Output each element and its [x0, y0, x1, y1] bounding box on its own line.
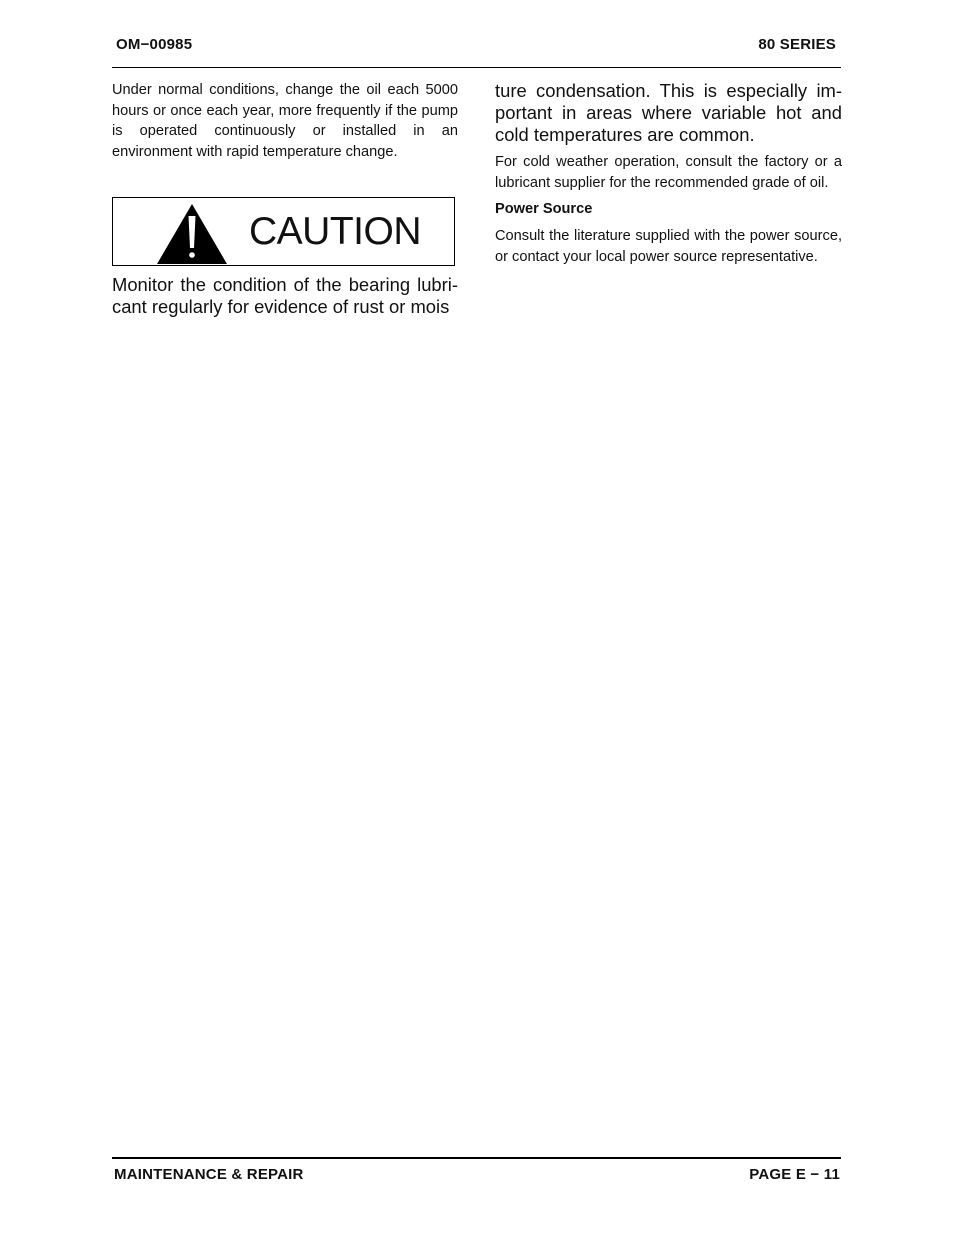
footer-section: MAINTENANCE & REPAIR [114, 1166, 304, 1183]
header-rule [112, 67, 841, 68]
power-source-heading: Power Source [495, 201, 593, 218]
cold-weather-paragraph: For cold weather operation, consult the factory or a lubricant supplier for the recommended grade of oil. [495, 154, 842, 191]
footer-page-number: PAGE E − 11 [749, 1166, 840, 1183]
power-source-paragraph: Consult the literature supplied with the power source, or contact your local power source representative. [495, 228, 842, 265]
left-column [112, 80, 458, 318]
header-series: 80 SERIES [758, 36, 836, 53]
caution-box [112, 197, 455, 266]
bearing-lubricant-paragraph: Monitor the condition of the bearing lubricant regularly for evidence of rust or mois [112, 274, 458, 318]
right-column [495, 80, 842, 267]
warning-triangle-icon [155, 202, 229, 266]
oil-change-paragraph: Under normal conditions, change the oil each 5000 hours or once each year, more frequently if the pump is operated continuously or installed in an environment with rapid temperature change. [112, 82, 458, 160]
footer-rule [112, 1157, 841, 1159]
header-doc-number: OM−00985 [116, 36, 193, 53]
caution-label: CAUTION [249, 210, 421, 254]
condensation-paragraph: ture condensation. This is especially important in areas where variable hot and cold temperatures are common. [495, 80, 842, 145]
